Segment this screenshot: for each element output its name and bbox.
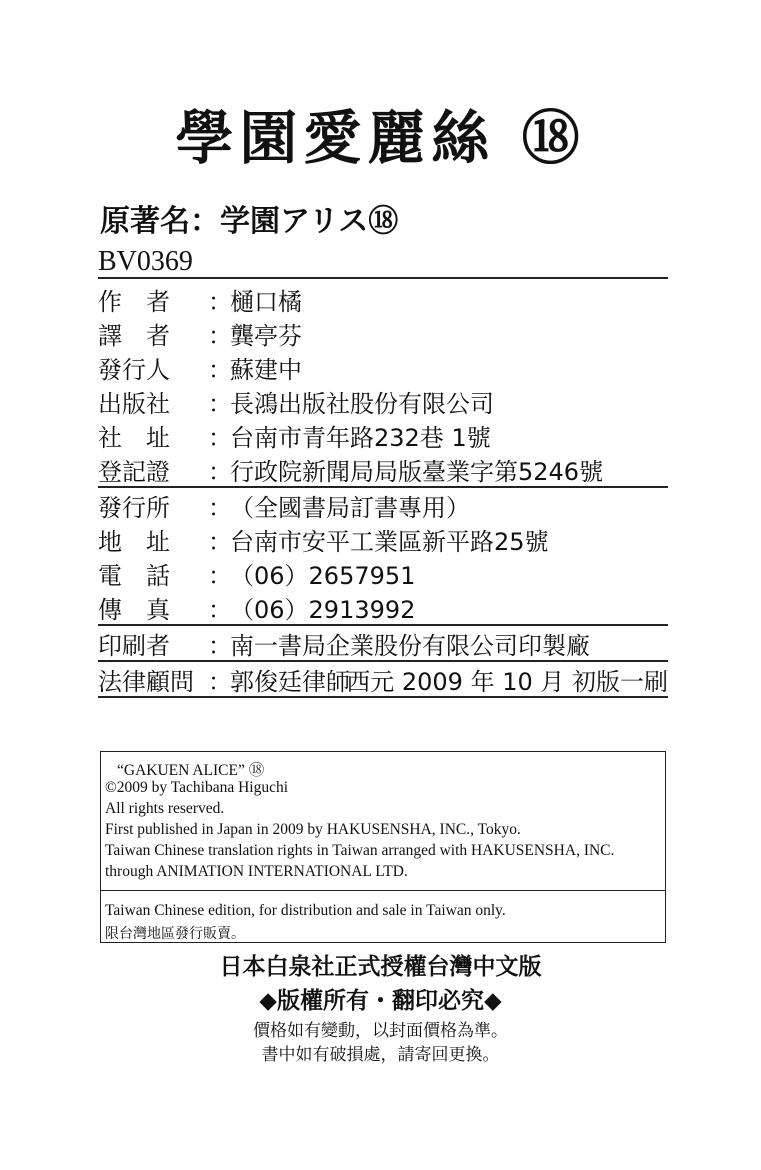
info-label: 印刷者 [98, 631, 170, 660]
info-label: 社 址 [98, 423, 170, 452]
info-colon: ： [208, 493, 232, 522]
original-title: 原著名：学園アリス⑱ [100, 204, 399, 239]
agency-line: through ANIMATION INTERNATIONAL LTD. [105, 863, 408, 880]
license-title: “GAKUEN ALICE” ⑱ [117, 762, 265, 779]
info-row-translator [98, 316, 668, 350]
edition-date: 西元 2009 年 10 月 初版一刷 [346, 668, 668, 696]
info-colon: ： [208, 457, 232, 486]
book-code-row [98, 247, 668, 279]
info-row-distributor [98, 488, 668, 522]
info-value: 行政院新聞局局版臺業字第5246號 [230, 457, 604, 486]
info-row-address [98, 418, 668, 452]
info-colon: ： [208, 667, 232, 696]
rights-reserved-notice: ◆版權所有・翻印必究◆ [259, 988, 502, 1014]
info-value: 南一書局企業股份有限公司印製廠 [230, 631, 590, 660]
info-row-registration [98, 452, 668, 488]
copyright-line: ©2009 by Tachibana Higuchi [105, 779, 289, 796]
info-row-printer [98, 626, 668, 662]
info-colon: ： [208, 561, 232, 590]
info-colon: ： [208, 631, 232, 660]
info-colon: ： [208, 423, 232, 452]
rights-line: All rights reserved. [105, 800, 225, 817]
license-box [100, 751, 666, 943]
info-colon: ： [208, 287, 232, 316]
info-colon: ： [208, 527, 232, 556]
info-colon: ： [208, 595, 232, 624]
info-colon: ： [208, 321, 232, 350]
book-title: 學園愛麗絲 ⑱ [175, 104, 586, 172]
info-label: 地 址 [98, 527, 170, 556]
publication-info [98, 282, 668, 698]
info-label: 發行人 [98, 355, 170, 384]
translation-rights-line: Taiwan Chinese translation rights in Taiwan arranged with HAKUSENSHA, INC. [105, 842, 615, 859]
info-value: （全國書局訂書專用） [230, 493, 470, 522]
book-code: BV0369 [98, 246, 193, 277]
info-value: 樋口橘 [230, 287, 302, 316]
authorization-notice: 日本白泉社正式授權台灣中文版 [219, 954, 542, 980]
info-label: 作 者 [98, 287, 170, 316]
info-row-phone [98, 556, 668, 590]
distribution-line: Taiwan Chinese edition, for distribution and sale in Taiwan only. [105, 902, 506, 919]
info-value: （06）2657951 [230, 561, 416, 590]
info-row-publisher-person [98, 350, 668, 384]
info-label: 登記證 [98, 457, 170, 486]
info-value: （06）2913992 [230, 595, 416, 624]
info-label: 出版社 [98, 389, 170, 418]
info-colon: ： [208, 355, 232, 384]
info-value: 長鴻出版社股份有限公司 [230, 389, 494, 418]
info-value: 蘇建中 [230, 355, 302, 384]
info-label: 電 話 [98, 561, 170, 590]
info-label: 發行所 [98, 493, 170, 522]
info-label: 法律顧問 [98, 667, 194, 696]
price-notice: 價格如有變動，以封面價格為準。 [253, 1021, 508, 1041]
info-label: 譯 者 [98, 321, 170, 350]
defect-notice: 書中如有破損處，請寄回更換。 [261, 1045, 500, 1065]
info-value: 台南市安平工業區新平路25號 [230, 527, 549, 556]
box-divider [101, 890, 665, 891]
first-published-line: First published in Japan in 2009 by HAKUSENSHA, INC., Tokyo. [105, 821, 521, 838]
info-label: 傳 真 [98, 595, 170, 624]
info-row-author [98, 282, 668, 316]
info-row-fax [98, 590, 668, 626]
info-row-distributor-address [98, 522, 668, 556]
distribution-line-chinese: 限台灣地區發行販賣。 [105, 926, 245, 942]
info-row-publisher [98, 384, 668, 418]
info-value: 台南市青年路232巷 1號 [230, 423, 491, 452]
info-colon: ： [208, 389, 232, 418]
info-value: 龔亭芬 [230, 321, 302, 350]
info-value: 郭俊廷律師 [230, 667, 350, 696]
